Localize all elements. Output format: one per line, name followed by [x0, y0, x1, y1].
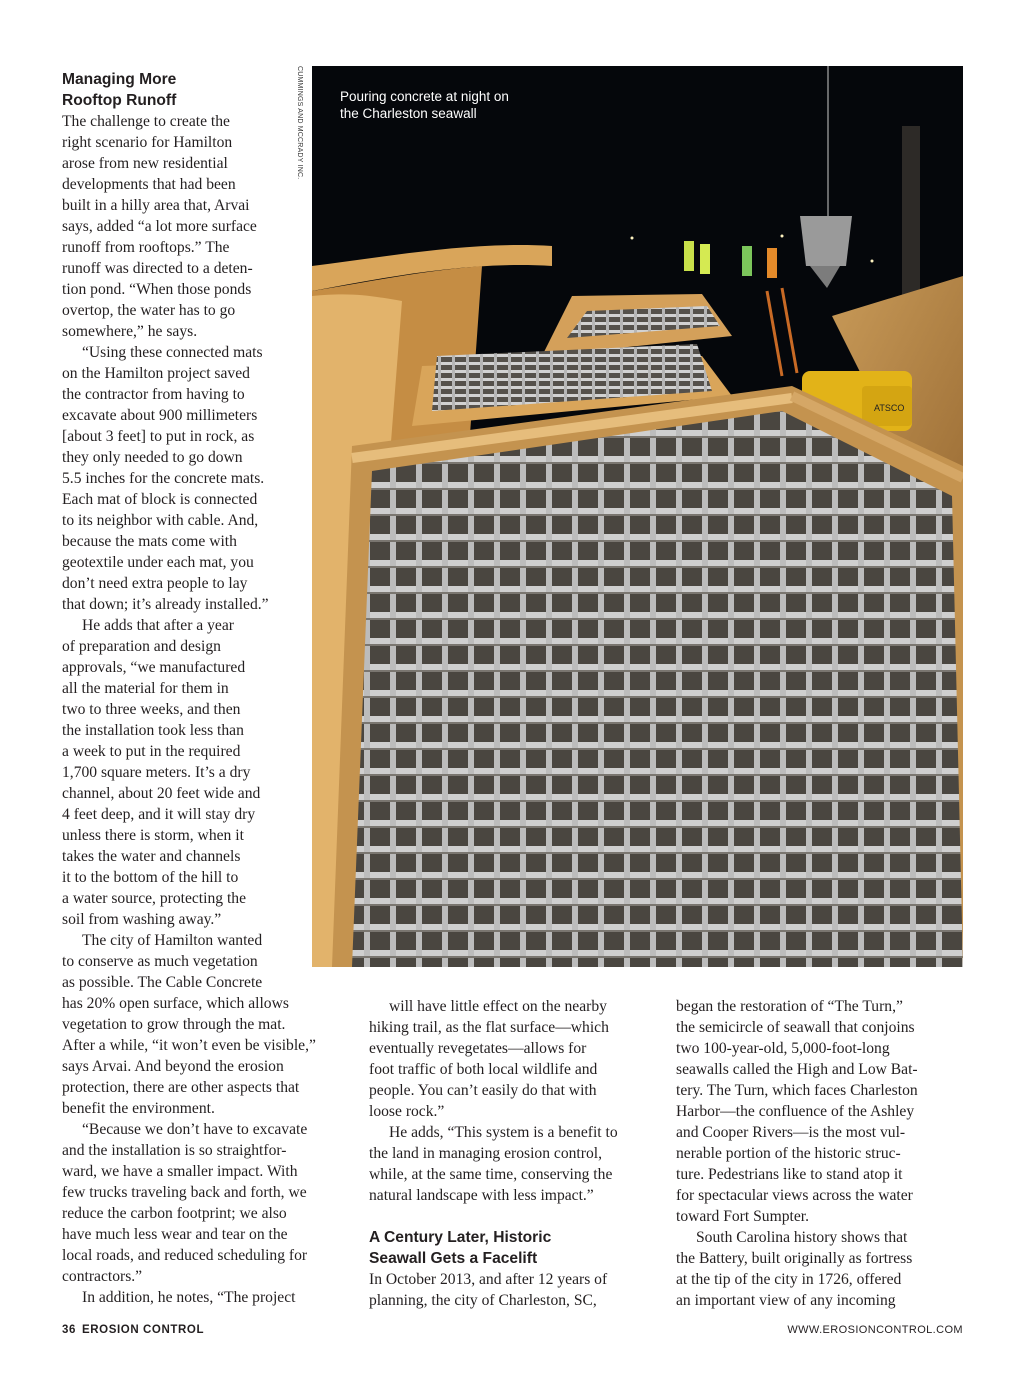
text-line: local roads, and reduced scheduling for — [62, 1247, 308, 1264]
footer-folio — [62, 1324, 204, 1336]
text-line: ward, we have a smaller impact. With — [62, 1163, 298, 1180]
text-line: built in a hilly area that, Arvai — [62, 197, 250, 214]
text-line: hiking trail, as the flat surface—which — [369, 1019, 609, 1036]
text-line: began the restoration of “The Turn,” — [676, 998, 903, 1015]
text-line: After a while, “it won’t even be visible,” — [62, 1037, 316, 1054]
article-column-3 — [676, 996, 966, 1311]
footer-website: WWW.EROSIONCONTROL.COM — [787, 1324, 963, 1336]
text-line: will have little effect on the nearby — [389, 998, 607, 1015]
text-line: it to the bottom of the hill to — [62, 869, 239, 886]
text-line: a week to put in the required — [62, 743, 241, 760]
text-line: two to three weeks, and then — [62, 701, 241, 718]
text-line: runoff was directed to a deten- — [62, 260, 253, 277]
text-line: excavate about 900 millimeters — [62, 407, 258, 424]
text-line: tery. The Turn, which faces Charleston — [676, 1082, 918, 1099]
text-line: for spectacular views across the water — [676, 1187, 913, 1204]
text-line: protection, there are other aspects that — [62, 1079, 300, 1096]
text-line: they only needed to go down — [62, 449, 243, 466]
text-line: at the tip of the city in 1726, offered — [676, 1271, 902, 1288]
text-line: He adds that after a year — [82, 617, 234, 634]
page-number: 36 — [62, 1324, 76, 1336]
equipment-label: ATSCO — [874, 403, 905, 413]
text-line: seawalls called the High and Low Bat- — [676, 1061, 918, 1078]
text-line: overtop, the water has to go — [62, 302, 236, 319]
text-line: and the installation is so straightfor- — [62, 1142, 287, 1159]
text-line: vegetation to grow through the mat. — [62, 1016, 286, 1033]
text-line: says Arvai. And beyond the erosion — [62, 1058, 284, 1075]
text-line: says, added “a lot more surface — [62, 218, 257, 235]
section-heading-managing-runoff: Managing More Rooftop Runoff — [62, 71, 177, 109]
text-line: “Using these connected mats — [82, 344, 263, 361]
text-line: as possible. The Cable Concrete — [62, 974, 263, 991]
text-line: foot traffic of both local wildlife and — [369, 1061, 598, 1078]
text-line: takes the water and channels — [62, 848, 241, 865]
text-line: benefit the environment. — [62, 1100, 215, 1117]
text-line: geotextile under each mat, you — [62, 554, 254, 571]
text-line: In addition, he notes, “The project — [82, 1289, 296, 1306]
text-line: because the mats come with — [62, 533, 237, 550]
text-line: The city of Hamilton wanted — [82, 932, 263, 949]
text-line: the Battery, built originally as fortress — [676, 1250, 913, 1267]
text-line: people. You can’t easily do that with — [369, 1082, 597, 1099]
text-line: He adds, “This system is a benefit to — [389, 1124, 618, 1141]
text-line: somewhere,” he says. — [62, 323, 198, 340]
text-line: to its neighbor with cable. And, — [62, 512, 259, 529]
text-line: don’t need extra people to lay — [62, 575, 248, 592]
text-line: contractors.” — [62, 1268, 143, 1285]
text-line: and Cooper Rivers—is the most vul- — [676, 1124, 906, 1141]
text-line: on the Hamilton project saved — [62, 365, 250, 382]
section-heading-historic-seawall: A Century Later, Historic Seawall Gets a Facelift — [369, 1229, 552, 1267]
text-line: nerable portion of the historic struc- — [676, 1145, 901, 1162]
text-line: ture. Pedestrians like to stand atop it — [676, 1166, 903, 1183]
text-line: that down; it’s already installed.” — [62, 596, 269, 613]
text-line: the installation took less than — [62, 722, 244, 739]
text-line: reduce the carbon footprint; we also — [62, 1205, 287, 1222]
text-line: loose rock.” — [369, 1103, 445, 1120]
text-line: Harbor—the confluence of the Ashley — [676, 1103, 915, 1120]
text-line: an important view of any incoming — [676, 1292, 896, 1309]
text-line: has 20% open surface, which allows — [62, 995, 289, 1012]
text-line: channel, about 20 feet wide and — [62, 785, 261, 802]
text-line: of preparation and design — [62, 638, 221, 655]
text-line: The challenge to create the — [62, 113, 230, 130]
text-line: “Because we don’t have to excavate — [82, 1121, 308, 1138]
photo-caption: Pouring concrete at night on the Charleston seawall — [340, 89, 509, 121]
rebar-construction-image — [312, 66, 963, 967]
text-line: planning, the city of Charleston, SC, — [369, 1292, 597, 1309]
text-line: 5.5 inches for the concrete mats. — [62, 470, 265, 487]
photo-credit: CUMMINGS AND MCCRADY INC. — [296, 66, 303, 180]
text-line: while, at the same time, conserving the — [369, 1166, 613, 1183]
text-line: [about 3 feet] to put in rock, as — [62, 428, 255, 445]
column-2-body — [369, 996, 659, 1206]
text-line: Each mat of block is connected — [62, 491, 258, 508]
text-line: the land in managing erosion control, — [369, 1145, 602, 1162]
text-line: the contractor from having to — [62, 386, 245, 403]
text-line: all the material for them in — [62, 680, 229, 697]
text-line: the semicircle of seawall that conjoins — [676, 1019, 915, 1036]
text-line: developments that had been — [62, 176, 236, 193]
text-line: runoff from rooftops.” The — [62, 239, 230, 256]
text-line: few trucks traveling back and forth, we — [62, 1184, 307, 1201]
text-line: toward Fort Sumpter. — [676, 1208, 809, 1225]
text-line: eventually revegetates—allows for — [369, 1040, 587, 1057]
text-line: natural landscape with less impact.” — [369, 1187, 594, 1204]
text-line: tion pond. “When those ponds — [62, 281, 252, 298]
text-line: to conserve as much vegetation — [62, 953, 258, 970]
text-line: 4 feet deep, and it will stay dry — [62, 806, 256, 823]
text-line: right scenario for Hamilton — [62, 134, 233, 151]
text-line: 1,700 square meters. It’s a dry — [62, 764, 251, 781]
text-line: soil from washing away.” — [62, 911, 222, 928]
article-column-2 — [369, 996, 659, 1311]
text-line: a water source, protecting the — [62, 890, 247, 907]
text-line: unless there is storm, when it — [62, 827, 244, 844]
text-line: South Carolina history shows that — [696, 1229, 908, 1246]
text-line: In October 2013, and after 12 years of — [369, 1271, 608, 1288]
text-line: two 100-year-old, 5,000-foot-long — [676, 1040, 890, 1057]
column-2-body-continued — [369, 1269, 659, 1311]
text-line: arose from new residential — [62, 155, 228, 172]
text-line: approvals, “we manufactured — [62, 659, 246, 676]
seawall-photo — [312, 66, 963, 967]
text-line: have much less wear and tear on the — [62, 1226, 288, 1243]
column-3-body — [676, 996, 966, 1311]
magazine-name: EROSION CONTROL — [82, 1324, 205, 1336]
